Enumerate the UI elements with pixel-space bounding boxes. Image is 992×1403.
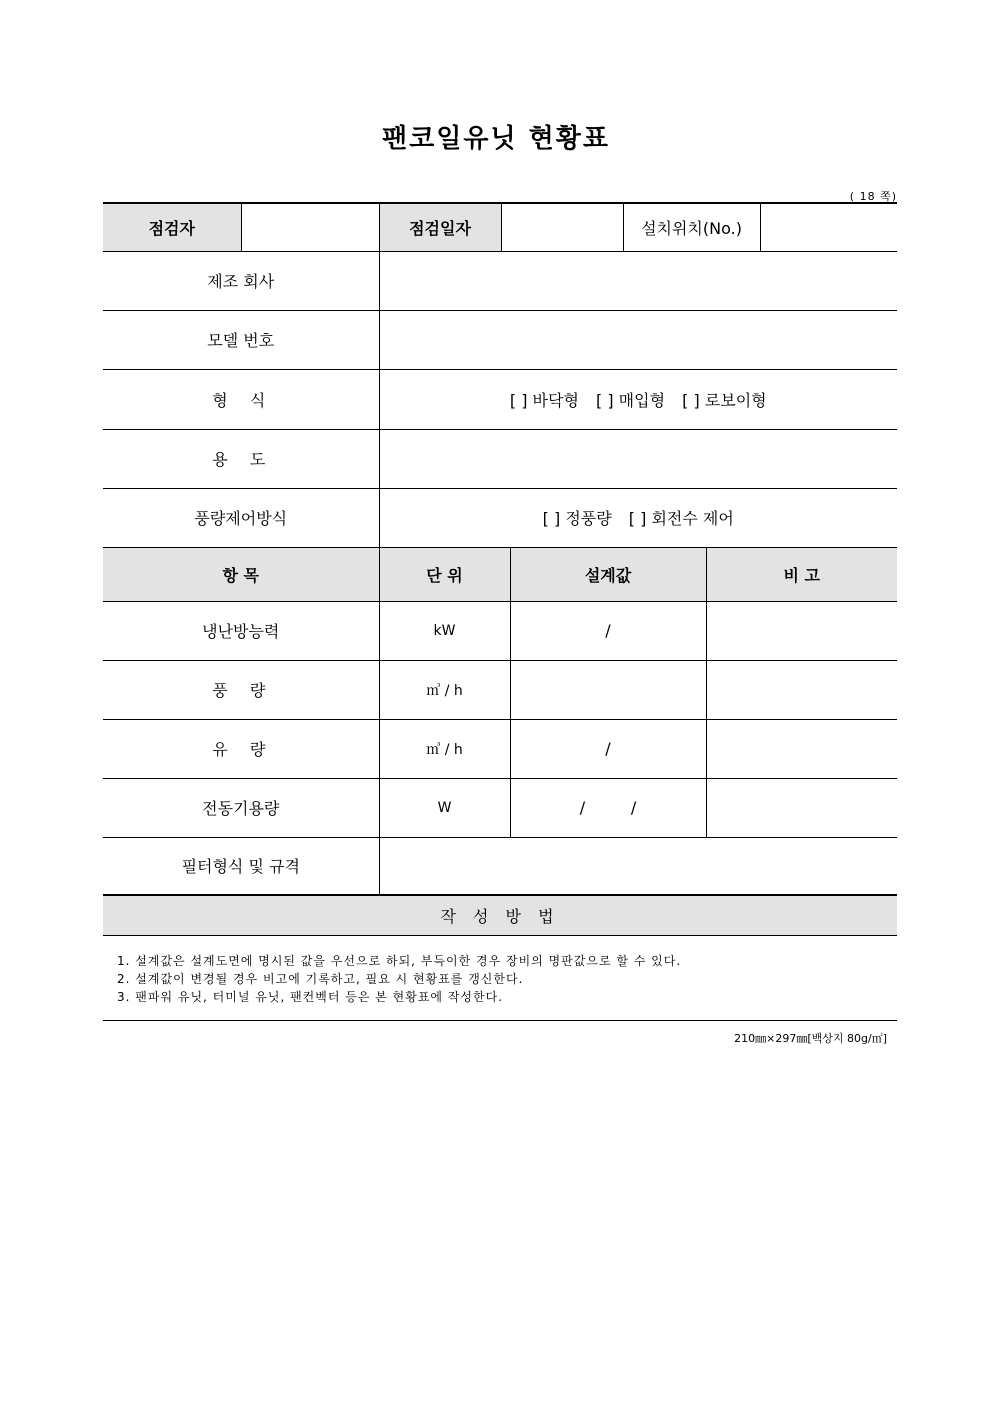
form-table [103,202,897,548]
row-unit: kW [379,601,510,660]
row-item: 냉난방능력 [103,601,379,660]
maker-field[interactable] [379,251,897,310]
paper-spec: 210㎜×297㎜[백상지 80g/㎡] [734,1032,887,1045]
option-variable[interactable]: [ ] 회전수 제어 [628,509,734,528]
row-remark[interactable] [706,601,897,660]
option-lowboy[interactable]: [ ] 로보이형 [682,390,767,410]
spec-table [103,547,897,936]
row-item: 유 량 [103,719,379,778]
use-label: 용 도 [103,429,379,488]
inspector-field[interactable] [241,203,379,251]
filter-field[interactable] [379,837,897,895]
option-constant[interactable]: [ ] 정풍량 [542,509,612,528]
row-design[interactable] [510,660,706,719]
model-label: 모델 번호 [103,310,379,369]
row-unit: ㎥ / h [379,660,510,719]
airflow-options [379,488,897,547]
maker-label: 제조 회사 [103,251,379,310]
option-floor[interactable]: [ ] 바닥형 [509,390,579,410]
method-title: 작 성 방 법 [103,895,897,935]
row-item: 풍 량 [103,660,379,719]
page-title: 팬코일유닛 현황표 [382,124,610,154]
row-unit: ㎥ / h [379,719,510,778]
row-remark[interactable] [706,719,897,778]
type-options [379,369,897,429]
status-form [103,202,897,936]
col-item: 항 목 [103,547,379,601]
model-field[interactable] [379,310,897,369]
type-label: 형 식 [103,369,379,429]
airflow-control-label: 풍량제어방식 [103,488,379,547]
col-remark: 비 고 [706,547,897,601]
note-item: 3. 팬파워 유닛, 터미널 유닛, 팬컨벡터 등은 본 현황표에 작성한다. [117,990,504,1004]
option-concealed[interactable]: [ ] 매입형 [596,390,666,410]
row-unit: W [379,778,510,837]
date-field[interactable] [501,203,623,251]
filter-label: 필터형식 및 규격 [103,837,379,895]
date-label: 점검일자 [379,203,501,251]
row-design[interactable]: / [510,719,706,778]
note-item: 2. 설계값이 변경될 경우 비고에 기록하고, 필요 시 현황표를 갱신한다. [117,972,524,986]
inspector-label: 점검자 [103,203,241,251]
table-row [103,660,897,719]
row-item: 전동기용량 [103,778,379,837]
page-number: ( 18 쪽) [849,190,897,203]
table-row [103,778,897,837]
row-design[interactable]: / [510,601,706,660]
row-remark[interactable] [706,660,897,719]
col-design: 설계값 [510,547,706,601]
divider [103,1020,897,1021]
instructions [103,952,897,1006]
location-label: 설치위치(No.) [623,203,760,251]
table-row [103,719,897,778]
use-field[interactable] [379,429,897,488]
row-design[interactable]: / / [510,778,706,837]
location-field[interactable] [760,203,897,251]
row-remark[interactable] [706,778,897,837]
col-unit: 단 위 [379,547,510,601]
note-item: 1. 설계값은 설계도면에 명시된 값을 우선으로 하되, 부득이한 경우 장비의 명판값으로 할 수 있다. [117,954,682,968]
table-row [103,601,897,660]
